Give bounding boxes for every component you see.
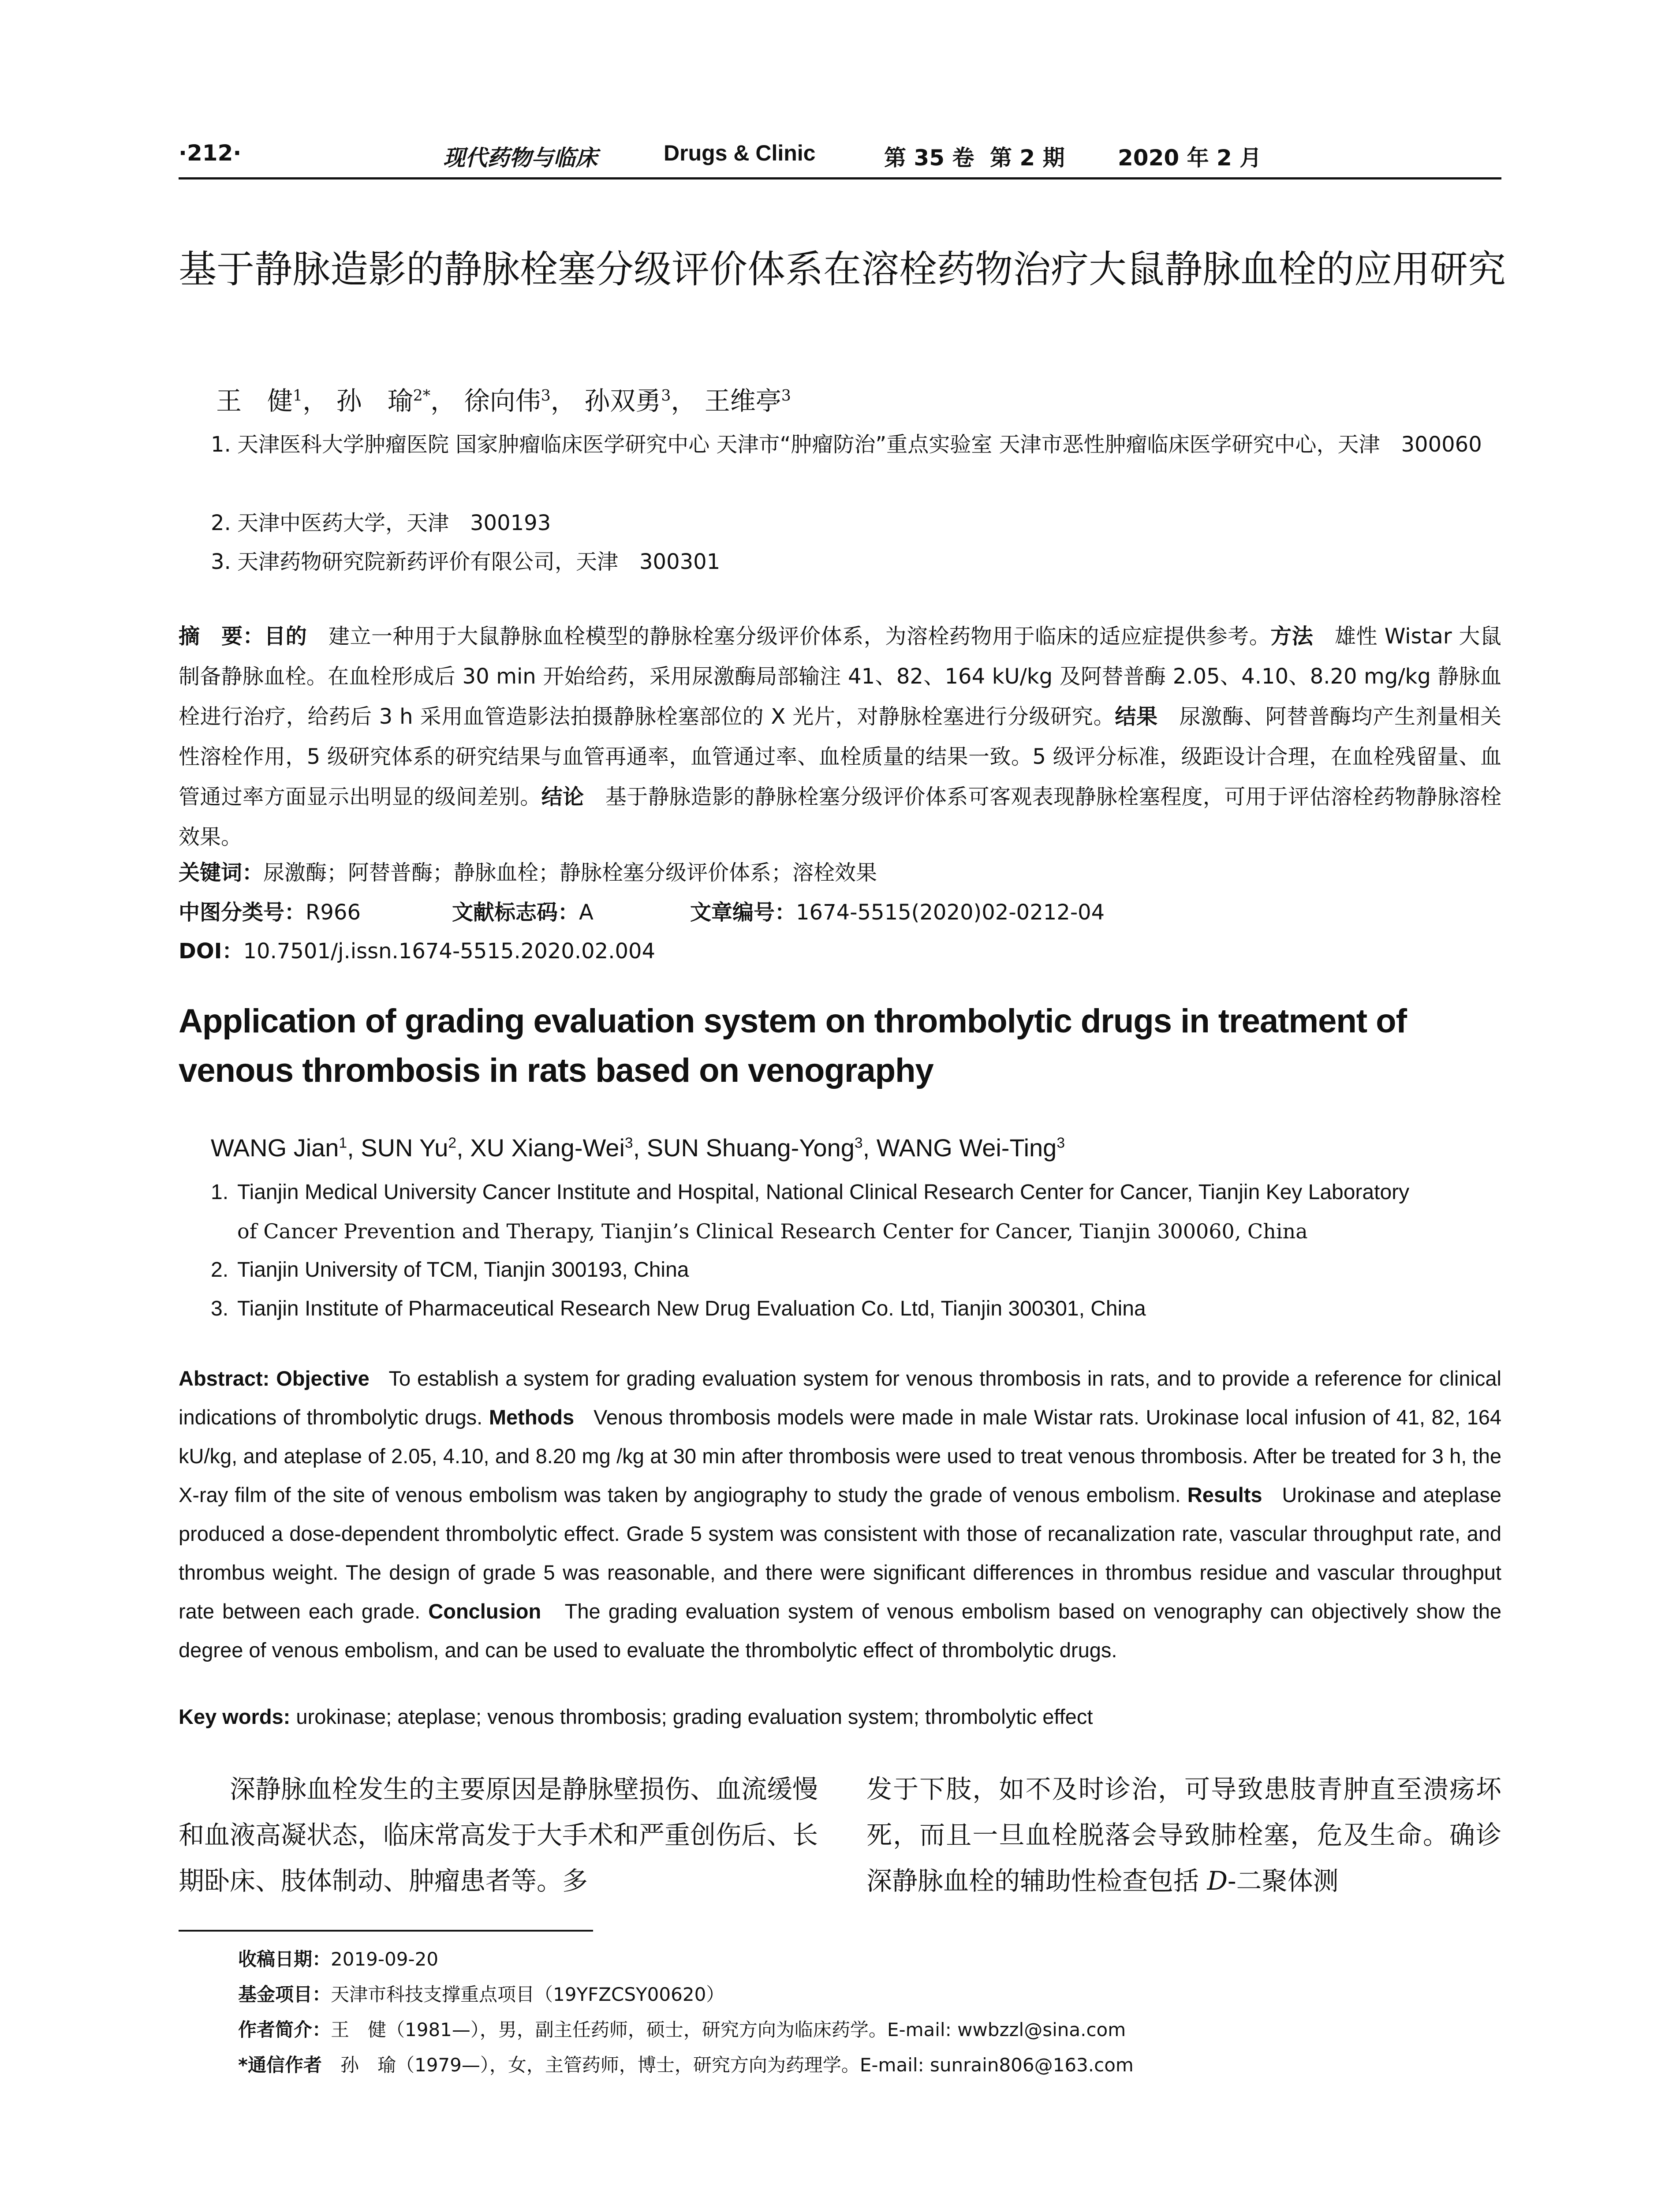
title-zh: 基于静脉造影的静脉栓塞分级评价体系在溶栓药物治疗大鼠静脉血栓的应用研究 bbox=[179, 247, 1506, 292]
author: XU Xiang-Wei bbox=[470, 1134, 625, 1162]
conclusion-label: Conclusion bbox=[428, 1600, 541, 1623]
methods-text: 雄性 Wistar 大鼠制备静脉血栓。在血栓形成后 30 min 开始给药，采用尿激酶局部输注 41、82、164 kU/kg 及阿替普酶 2.05、4.10、8.20 mg/kg 静脉血栓进行治疗，给药后 3 h 采用血管造影法拍摄静脉栓塞部位的 X 光片，对静脉栓塞进行分级研究。 bbox=[179, 624, 1501, 729]
methods-text: Venous thrombosis models were made in male Wistar rats. Urokinase local infusion of 41, 82, 164 kU/kg, and ateplase of 2.05, 4.10, and 8.20 mg /kg at 30 min after thrombosis were used to treat venous thrombosis. After be treated for 3 h, the X-ray film of the site of venous embolism was taken by angiography to study the grade of venous embolism. bbox=[179, 1405, 1502, 1506]
article-number: 文章编号：1674-5515(2020)02-0212-04 bbox=[690, 900, 1105, 925]
conclusion-text: The grading evaluation system of venous embolism based on venography can objectively show the degree of venous embolism, and can be used to evaluate the thrombolytic effect of thrombolytic drugs. bbox=[179, 1600, 1501, 1662]
conclusion-text: 基于静脉造影的静脉栓塞分级评价体系可客观表现静脉栓塞程度，可用于评估溶栓药物静脉溶栓效果。 bbox=[179, 785, 1501, 849]
page-number: ·212· bbox=[179, 140, 242, 166]
objective-label: 目的 bbox=[264, 624, 307, 649]
authors-en: WANG Jian$^1$, SUN Yu$^2$, XU Xiang-Wei$^3$, SUN Shuang-Yong$^3$, WANG Wei-Ting$^3$ bbox=[211, 1134, 1065, 1162]
affiliations-zh: 1. 天津医科大学肿瘤医院 国家肿瘤临床医学研究中心 天津市“肿瘤防治”重点实验室 天津市恶性肿瘤临床医学研究中心，天津 300060 2. 天津中医药大学，天津 300193 3. 天津药物研究院新药评价有限公司，天津 300301 bbox=[211, 426, 1503, 593]
author: 王维亭 bbox=[704, 386, 781, 416]
abstract-label: Abstract: bbox=[179, 1367, 270, 1390]
authors-zh: 王 健$^1$， 孙 瑜$^{2*}$， 徐向伟$^3$， 孙双勇$^3$， 王维亭$^3$ bbox=[216, 386, 791, 416]
keywords-zh: 关键词：尿激酶；阿替普酶；静脉血栓；静脉栓塞分级评价体系；溶栓效果 bbox=[179, 860, 877, 885]
author: 孙双勇 bbox=[584, 386, 661, 416]
classification-line bbox=[179, 895, 1105, 926]
objective-label: Objective bbox=[276, 1367, 370, 1390]
footnote-funding: 基金项目：天津市科技支撑重点项目（19YFZCSY00620） bbox=[238, 1984, 725, 2005]
author: 孙 瑜 bbox=[336, 386, 413, 416]
author: WANG Jian bbox=[211, 1134, 339, 1162]
author: SUN Yu bbox=[361, 1134, 448, 1162]
results-text: Urokinase and ateplase produced a dose-dependent thrombolytic effect. Grade 5 system was consistent with those of recanalization rate, vascular throughput rate, and thrombus weight. The design of grade 5 was reasonable, and there were significant differences in thrombus residue and vascular throughput rate between each grade. bbox=[179, 1483, 1502, 1623]
body-column-left: 深静脉血栓发生的主要原因是静脉壁损伤、血流缓慢和血液高凝状态，临床常高发于大手术和严重创伤后、长期卧床、肢体制动、肿瘤患者等。多 bbox=[179, 1774, 818, 1896]
affiliation-item: 1. 天津医科大学肿瘤医院 国家肿瘤临床医学研究中心 天津市“肿瘤防治”重点实验室 天津市恶性肿瘤临床医学研究中心，天津 300060 bbox=[211, 432, 1482, 457]
clc-number: 中图分类号：R966 bbox=[179, 900, 361, 925]
objective-text: 建立一种用于大鼠静脉血栓模型的静脉栓塞分级评价体系，为溶栓药物用于临床的适应症提供参考。 bbox=[328, 624, 1271, 649]
issue: 第 2 期 bbox=[990, 145, 1065, 171]
document-code: 文献标志码：A bbox=[452, 900, 594, 925]
title-en: Application of grading evaluation system on thrombolytic drugs in treatment of venous thrombosis in rats based on venography bbox=[179, 1002, 1407, 1089]
conclusion-label: 结论 bbox=[541, 785, 584, 809]
author: 徐向伟 bbox=[464, 386, 541, 416]
footnote-received: 收稿日期：2019-09-20 bbox=[238, 1948, 439, 1970]
footnote-author-bio: 作者简介：王 健（1981—），男，副主任药师，硕士，研究方向为临床药学。E-mail: wwbzzl@sina.com bbox=[238, 2019, 1126, 2041]
header-rule bbox=[179, 177, 1501, 179]
journal-name-en: Drugs & Clinic bbox=[664, 141, 816, 165]
abstract-label: 摘 要： bbox=[179, 624, 265, 649]
methods-label: Methods bbox=[489, 1405, 575, 1429]
affiliations-en: 1. Tianjin Medical University Cancer Institute and Hospital, National Clinical Research Center for Cancer, Tianjin Key Laboratory of Cancer Prevention and Therapy, Tianjin’s Clinical Research Center for Cancer, Tianjin 300060, China 2. Tianjin University of TCM, Tianjin 300193, China 3. Tianjin Institute of Pharmaceutical Research New Drug Evaluation Co. Ltd, Tianjin 300301, China bbox=[211, 1173, 1503, 1332]
abstract-zh bbox=[179, 617, 1501, 857]
body-column-right: 发于下肢，如不及时诊治，可导致患肢青肿直至溃疡坏死，而且一旦血栓脱落会导致肺栓塞，危及生命。确诊深静脉血栓的辅助性检查包括 D-二聚体测 bbox=[866, 1774, 1501, 1896]
author: 王 健 bbox=[216, 386, 293, 416]
volume: 第 35 卷 bbox=[884, 145, 974, 171]
results-label: 结果 bbox=[1115, 704, 1158, 729]
affiliation-continuation: of Cancer Prevention and Therapy, Tianjin’s Clinical Research Center for Cancer, Tianjin 300060, China bbox=[237, 1219, 1308, 1243]
results-label: Results bbox=[1187, 1483, 1262, 1506]
footnote-rule bbox=[179, 1930, 593, 1932]
methods-label: 方法 bbox=[1270, 624, 1314, 649]
journal-name-zh: 现代药物与临床 bbox=[443, 145, 597, 171]
results-text: 尿激酶、阿替普酶均产生剂量相关性溶栓作用，5 级研究体系的研究结果与血管再通率，血管通过率、血栓质量的结果一致。5 级评分标准，级距设计合理，在血栓残留量、血管通过率方面显示出明显的级间差别。 bbox=[179, 704, 1501, 809]
footnote-corresponding: *通信作者 孙 瑜（1979—），女，主管药师，博士，研究方向为药理学。E-mail: sunrain806@163.com bbox=[238, 2054, 1134, 2076]
author: SUN Shuang-Yong bbox=[646, 1134, 855, 1162]
issue-date: 2020 年 2 月 bbox=[1118, 145, 1262, 171]
keywords-en: Key words: urokinase; ateplase; venous thrombosis; grading evaluation system; thrombolytic effect bbox=[179, 1705, 1093, 1728]
objective-text: To establish a system for grading evaluation system for venous thrombosis in rats, and to provide a reference for clinical indications of thrombolytic drugs. bbox=[179, 1367, 1502, 1429]
running-header bbox=[179, 140, 1501, 176]
author: WANG Wei-Ting bbox=[876, 1134, 1057, 1162]
abstract-en bbox=[179, 1359, 1501, 1670]
doi: DOI：10.7501/j.issn.1674-5515.2020.02.004 bbox=[179, 939, 656, 964]
